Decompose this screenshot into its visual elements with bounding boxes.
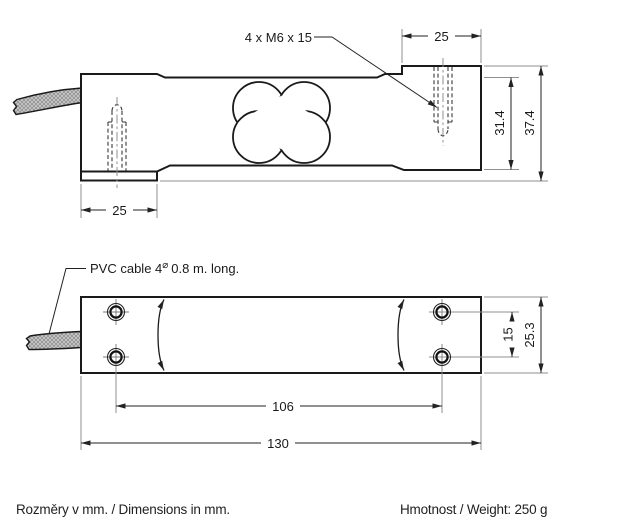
dim-foot-width	[81, 184, 157, 218]
weight-note: Hmotnost / Weight: 250 g	[400, 502, 548, 517]
svg-text:130: 130	[267, 436, 289, 451]
dim-boss-width	[402, 28, 481, 63]
plan-view-body-outline	[81, 297, 481, 373]
svg-text:25.3: 25.3	[522, 322, 537, 348]
svg-text:25: 25	[112, 203, 127, 218]
cable-plan	[27, 332, 82, 350]
plan-view	[27, 260, 549, 451]
dim-hole-spacing-width	[500, 312, 516, 357]
svg-text:31.4: 31.4	[492, 110, 507, 136]
svg-text:106: 106	[272, 399, 294, 414]
flexure-cutout	[233, 82, 330, 163]
thread-callout-label: 4 x M6 x 15	[244, 30, 312, 45]
side-view-foot-plate	[81, 172, 157, 181]
dim-height-inner	[484, 78, 519, 170]
cable-side	[14, 88, 83, 115]
side-view	[14, 28, 549, 218]
svg-text:37.4: 37.4	[522, 110, 537, 136]
svg-text:25: 25	[434, 29, 449, 44]
dimensions-note: Rozměry v mm. / Dimensions in mm.	[16, 502, 230, 517]
cable-label: PVC cable 4⌀ 0.8 m. long.	[90, 260, 240, 276]
svg-text:15: 15	[500, 327, 516, 342]
